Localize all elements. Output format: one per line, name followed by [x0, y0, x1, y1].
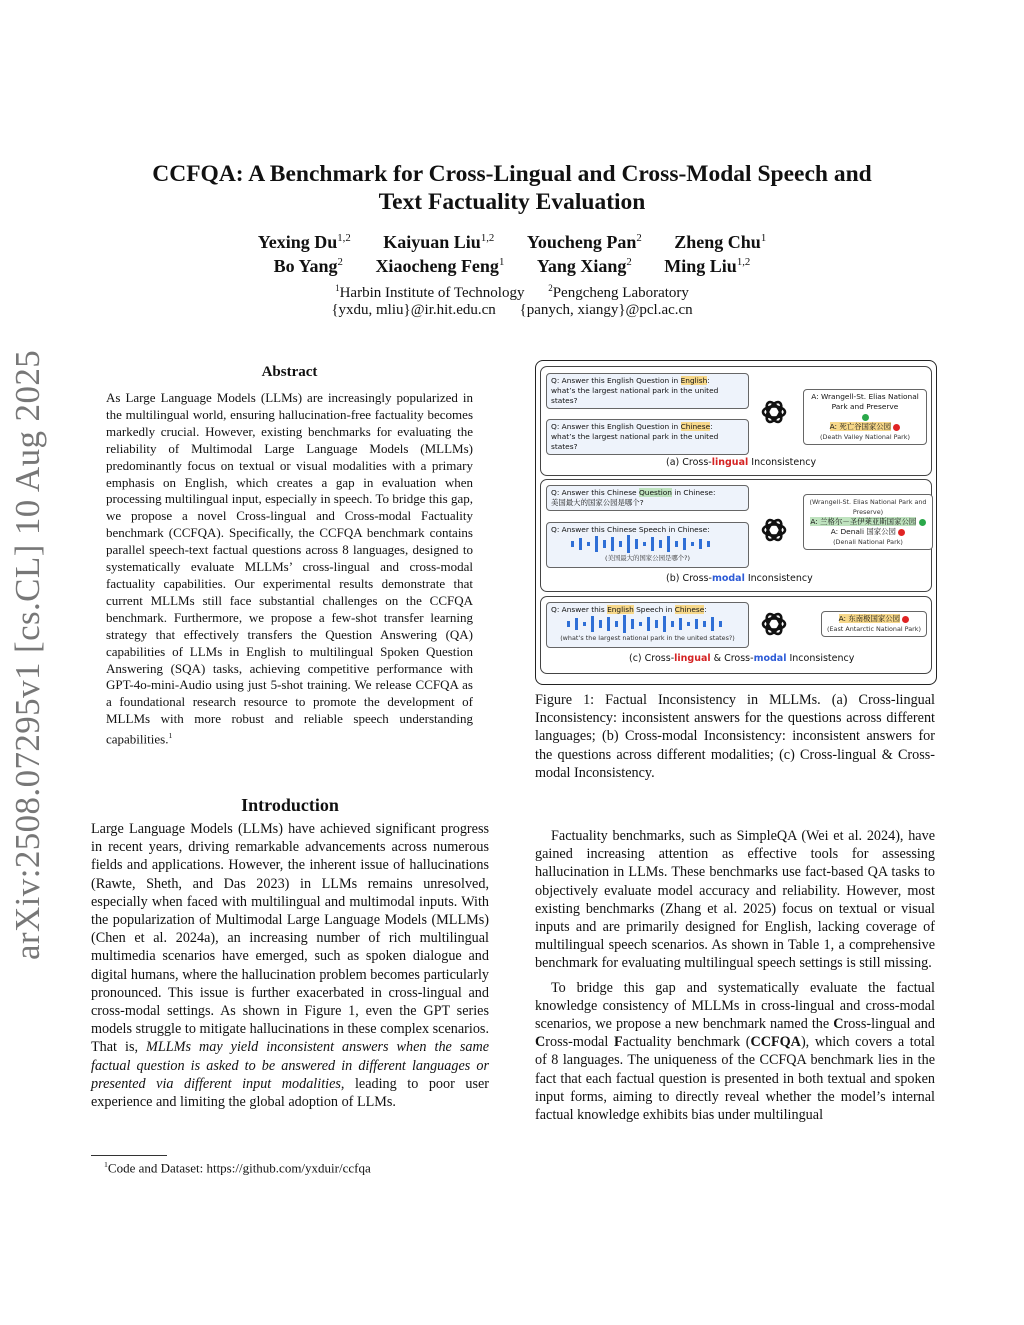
author: Bo Yang$^2$	[273, 256, 343, 276]
arxiv-stamp: arXiv:2508.07295v1 [cs.CL] 10 Aug 2025	[8, 349, 47, 960]
abstract-body	[106, 390, 473, 748]
panel-a-caption: (a) Cross-lingual Inconsistency	[666, 457, 817, 468]
panel-b-caption: (b) Cross-modal Inconsistency	[666, 573, 813, 584]
answer-box: A: 东南极国家公园 (East Antarctic National Park)	[821, 611, 927, 637]
panel-b	[540, 479, 932, 592]
figure-1	[535, 360, 937, 685]
error-icon	[893, 424, 900, 431]
intro-heading: Introduction	[241, 795, 339, 815]
paragraph: Factuality benchmarks, such as SimpleQA (Wei et al. 2024), have gained increasing attention as effective tools for assessing hallucination in LLMs. These benchmarks use fact-based QA tasks to objectively evaluate model accuracy and reliability. However, most existing benchmarks (Zhang et al. 2025) focus on textual or visual inputs and are primarily designed for English, lacking coverage of multilingual speech scenarios. As shown in Table 1, a comprehensive benchmark for evaluating multilingual speech settings is still missing.	[535, 828, 935, 972]
error-icon	[902, 616, 909, 623]
speech-question-box: Q: Answer this English Speech in Chinese: (what’s the largest national park in the united states?)	[546, 602, 749, 648]
panel-a	[540, 366, 932, 476]
emphasis: MLLMs may yield inconsistent answers when the same factual question is asked to be answered in different languages or presented via different input modalities	[91, 1039, 490, 1092]
footnote-mark: 1	[168, 731, 173, 741]
openai-logo-icon	[759, 397, 789, 427]
author: Xiaocheng Feng$^1$	[375, 256, 505, 276]
audio-waveform-icon	[551, 535, 741, 553]
affiliation: $^2$Pengcheng Laboratory	[548, 283, 689, 301]
figure-caption: Figure 1: Factual Inconsistency in MLLMs. (a) Cross-lingual Inconsistency: inconsistent answers for the questions across different languages; (b) Cross-modal Inconsistency: inconsistent answers for the questions across different modalities; (c) Cross-lingual & Cross-modal Inconsistency.	[535, 692, 935, 781]
abstract-text: As Large Language Models (LLMs) are increasingly popularized in the multilingual world, ensuring hallucination-free factuality becomes markedly crucial. However, existing benchmarks for evaluating the reliability of Multimodal Large Language Models (MLLMs) predominantly focus on textual or visual modalities with a primary emphasis on English, which creates a gap in evaluation when processing multilingual input, especially in speech. To bridge this gap, we propose a novel Cross-lingual and Cross-modal Factuality benchmark (CCFQA). Specifically, the CCFQA benchmark contains parallel speech-text factual questions across 8 languages, designed to systematically evaluate MLLMs’ cross-lingual and cross-modal factuality capabilities. Our experimental results demonstrate that current MLLMs still face substantial challenges on the CCFQA benchmark. Furthermore, we propose a few-shot transfer learning strategy that effectively transfers the Question Answering (QA) capabilities of LLMs in English to multilingual Spoken Question Answering (SQA) tasks, achieving competitive performance with GPT-4o-mini-Audio using just 5-shot training. We release CCFQA as a foundational research resource to promote the development of MLLMs with more robust and reliable speech understanding capabilities.	[106, 390, 473, 747]
author: Yexing Du$^{1,2}$	[257, 232, 351, 252]
openai-logo-icon	[759, 515, 789, 545]
affiliations	[150, 283, 874, 302]
question-box: Q: Answer this Chinese Question in Chinese: 美国最大的国家公园是哪个?	[546, 485, 749, 511]
question-box: Q: Answer this English Question in English: what’s the largest national park in the united states?	[546, 373, 749, 409]
answer-box: A: Wrangell-St. Elias National Park and Preserve A: 死亡谷国家公园 (Death Valley National Park)	[803, 389, 927, 445]
answer-box: (Wrangell-St. Elias National Park and Preserve) A: 兰格尔－圣伊莱亚斯国家公园 A: Denali 国家公园 (Denali National Park)	[803, 494, 933, 550]
intro-paragraph: Large Language Models (LLMs) have achieved significant progress in recent years, driving remarkable advancements across numerous fields and applications. However, the inherent issue of hallucinations (Rawte, Sheth, and Das 2023) in LLMs remains unresolved, especially when faced with multilingual and multimodal inputs. With the popularization of Multimodal Large Language Models (MLLMs) (Chen et al. 2024a), an increasing number of rich multilingual multimedia scenarios have emerged, such as spoken dialogue and digital humans, where the hallucination problem becomes particularly pronounced. This issue is further exacerbated in cross-lingual and cross-modal settings. As shown in Figure 1, even the GPT series models struggle to mitigate hallucinations in these complex scenarios. That is, MLLMs may yield inconsistent answers when the same factual question is asked to be answered in different languages or presented via different input modalities, leading to poor user experience and limiting the global adoption of LLMs.	[91, 821, 490, 1111]
right-column-text	[535, 827, 935, 1124]
email: {panych, xiangy}@pcl.ac.cn	[519, 302, 693, 318]
author: Youcheng Pan$^2$	[526, 232, 642, 252]
affiliation: $^1$Harbin Institute of Technology	[335, 283, 525, 301]
author: Yang Xiang$^2$	[536, 256, 632, 276]
footnote-rule	[91, 1155, 167, 1156]
author: Kaiyuan Liu$^{1,2}$	[383, 232, 495, 252]
openai-logo-icon	[759, 609, 789, 639]
email: {yxdu, mliu}@ir.hit.edu.cn	[331, 302, 496, 318]
paper-title: CCFQA: A Benchmark for Cross-Lingual and Cross-Modal Speech and Text Factuality Evaluation	[152, 161, 872, 215]
authors-row-2	[150, 256, 874, 277]
footnote-link[interactable]: Code and Dataset: https://github.com/yxduir/ccfqa	[107, 1160, 371, 1176]
check-icon	[862, 414, 869, 421]
abstract-heading: Abstract	[261, 364, 318, 380]
audio-waveform-icon	[551, 615, 741, 633]
author: Zheng Chu$^1$	[674, 232, 767, 252]
authors-row-1	[150, 232, 874, 253]
panel-c-caption: (c) Cross-lingual & Cross-modal Inconsistency	[629, 653, 855, 664]
check-icon	[919, 519, 926, 526]
emails	[150, 302, 874, 319]
paragraph: To bridge this gap and systematically evaluate the factual knowledge consistency of MLLMs in cross-lingual and cross-modal scenarios, we propose a new benchmark named the Cross-lingual and Cross-modal Factuality benchmark (CCFQA), which covers a total of 8 languages. The uniqueness of the CCFQA benchmark lies in the fact that each factual question is presented in both textual and spoken input forms, aiming to directly reveal whether the model’s internal factual knowledge exhibits bias under multilingual	[535, 979, 935, 1124]
speech-question-box: Q: Answer this Chinese Speech in Chinese: (美国最大的国家公园是哪个?)	[546, 522, 749, 568]
author: Ming Liu$^{1,2}$	[664, 256, 751, 276]
footnote: $^1$Code and Dataset: https://github.com/yxduir/ccfqa	[104, 1160, 371, 1176]
panel-c	[540, 596, 932, 674]
question-box: Q: Answer this English Question in Chinese: what’s the largest national park in the united states?	[546, 419, 749, 455]
error-icon	[898, 529, 905, 536]
